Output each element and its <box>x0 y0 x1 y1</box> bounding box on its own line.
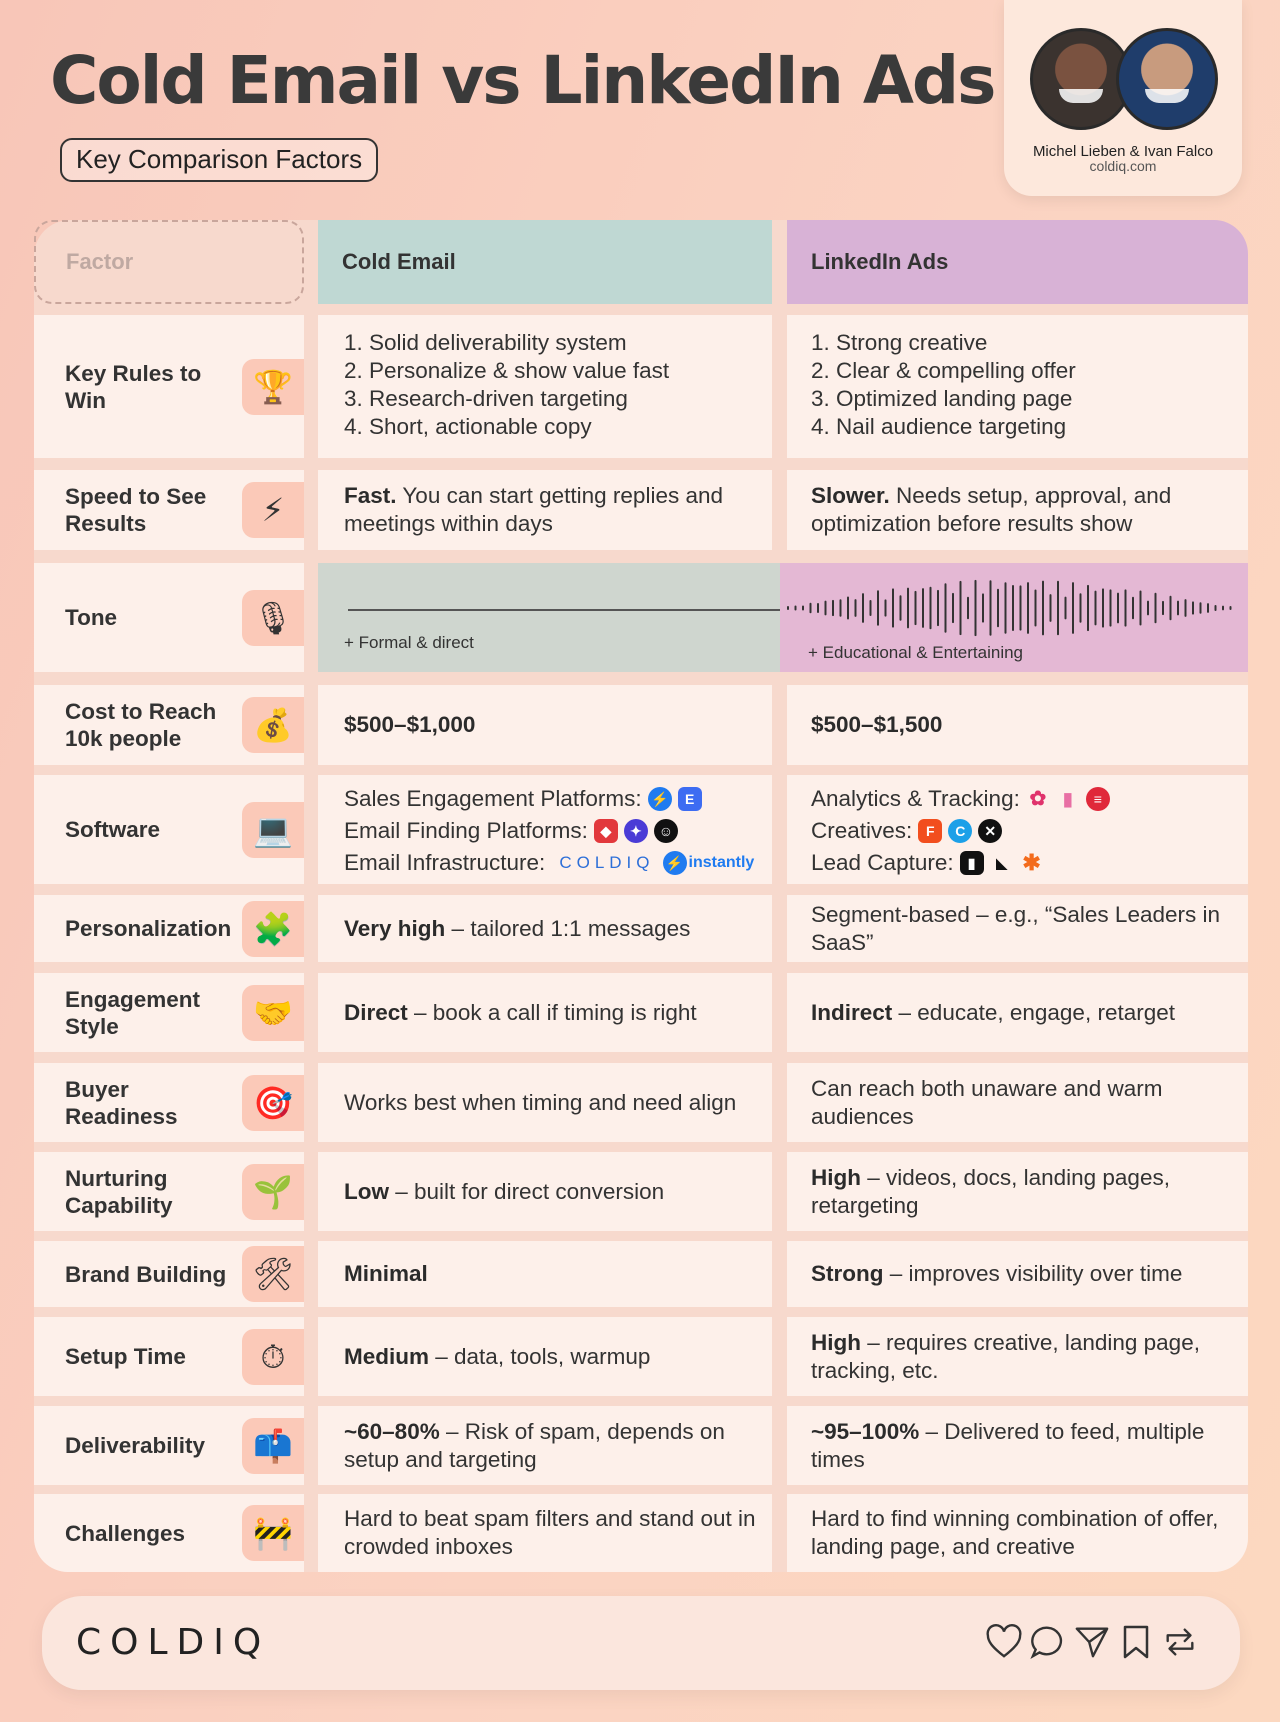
factor-key-rules: Key Rules to Win 🏆 <box>34 315 304 458</box>
cold-challenges: Hard to beat spam filters and stand out in crowded inboxes <box>318 1494 772 1572</box>
construction-icon: 🚧 <box>242 1505 304 1561</box>
bookmark-icon[interactable] <box>1118 1622 1154 1662</box>
li-software: Analytics & Tracking: ✿ ▮ ≡ Creatives: F C ✕ Lead Capture: ▮ ◣ ✱ <box>787 775 1248 884</box>
target-icon: 🎯 <box>242 1075 304 1131</box>
factor-personalization: Personalization 🧩 <box>34 895 304 962</box>
subtitle-badge: Key Comparison Factors <box>60 138 378 182</box>
li-deliverability: ~95–100% – Delivered to feed, multiple times <box>787 1406 1248 1485</box>
list-item: 1. Solid deliverability system <box>344 330 627 355</box>
factor-setup-time: Setup Time ⏱ <box>34 1317 304 1396</box>
cold-buyer-readiness: Works best when timing and need align <box>318 1063 772 1142</box>
li-brand-building: Strong – improves visibility over time <box>787 1241 1248 1307</box>
li-personalization: Segment-based – e.g., “Sales Leaders in SaaS” <box>787 895 1248 962</box>
cold-tone <box>318 563 780 672</box>
list-item: 3. Optimized landing page <box>811 386 1073 411</box>
asterisk-logo-icon: ✱ <box>1022 850 1041 875</box>
handshake-icon: 🤝 <box>242 985 304 1041</box>
factor-buyer-readiness: Buyer Readiness 🎯 <box>34 1063 304 1142</box>
bar-chart-logo-icon: ▮ <box>1062 789 1073 809</box>
cold-software: Sales Engagement Platforms: ⚡ E Email Finding Platforms: ◆ ✦ ☺ Email Infrastructure: COLDIQ ⚡ instantly <box>318 775 772 884</box>
li-nurturing: High – videos, docs, landing pages, retargeting <box>787 1152 1248 1231</box>
lightning-logo-icon: ⚡ <box>648 787 672 811</box>
header-cold-email: Cold Email <box>318 220 772 304</box>
figma-logo-icon: F <box>918 819 942 843</box>
list-item: 1. Strong creative <box>811 330 988 355</box>
factor-deliverability: Deliverability 📫 <box>34 1406 304 1485</box>
flat-line <box>348 609 780 611</box>
money-bag-icon: 💰 <box>242 697 304 753</box>
laptop-icon: 💻 <box>242 802 304 858</box>
puzzle-icon: 🧩 <box>242 901 304 957</box>
li-key-rules <box>787 315 1248 458</box>
avatar <box>1116 28 1218 130</box>
author-card <box>1004 0 1242 196</box>
author-names: Michel Lieben & Ivan Falco <box>1032 143 1214 160</box>
li-buyer-readiness: Can reach both unaware and warm audiences <box>787 1063 1248 1142</box>
microphone-icon: 🎙 <box>242 590 304 646</box>
list-item: 2. Personalize & show value fast <box>344 358 670 383</box>
seedling-icon: 🌱 <box>242 1164 304 1220</box>
page-title: Cold Email vs LinkedIn Ads <box>50 42 995 119</box>
tone-label: + Formal & direct <box>344 633 474 652</box>
heart-icon[interactable] <box>986 1622 1022 1662</box>
cold-cost: $500–$1,000 <box>318 685 772 765</box>
send-icon[interactable] <box>1074 1622 1110 1662</box>
cold-engagement: Direct – book a call if timing is right <box>318 973 772 1052</box>
cold-speed: Fast. You can start getting replies and meetings within days <box>318 470 772 550</box>
cold-nurturing: Low – built for direct conversion <box>318 1152 772 1231</box>
factor-challenges: Challenges 🚧 <box>34 1494 304 1572</box>
repost-icon[interactable] <box>1162 1622 1198 1662</box>
canva-logo-icon: C <box>948 819 972 843</box>
coldiq-logo: COLDIQ <box>559 853 655 872</box>
framer-logo-icon: ◣ <box>996 855 1007 871</box>
factor-engagement: Engagement Style 🤝 <box>34 973 304 1052</box>
stopwatch-icon: ⏱ <box>242 1329 304 1385</box>
footer-bar <box>42 1596 1240 1690</box>
tools-icon: 🛠 <box>242 1246 304 1302</box>
trophy-icon: 🏆 <box>242 359 304 415</box>
factor-nurturing: Nurturing Capability 🌱 <box>34 1152 304 1231</box>
menu-logo-icon: ≡ <box>1086 787 1110 811</box>
cold-key-rules <box>318 315 772 458</box>
factor-software: Software 💻 <box>34 775 304 884</box>
cube-logo-icon: ◆ <box>594 819 618 843</box>
mailbox-icon: 📫 <box>242 1418 304 1474</box>
factor-brand-building: Brand Building 🛠 <box>34 1241 304 1307</box>
factor-cost: Cost to Reach 10k people 💰 <box>34 685 304 765</box>
instantly-logo: instantly <box>688 854 755 871</box>
li-challenges: Hard to find winning combination of offer, landing page, and creative <box>787 1494 1248 1572</box>
factor-speed: Speed to See Results ⚡ <box>34 470 304 550</box>
tone-label: + Educational & Entertaining <box>808 643 1024 662</box>
typeform-logo-icon: ▮ <box>960 851 984 875</box>
li-tone <box>780 563 1248 672</box>
factor-tone: Tone 🎙 <box>34 563 304 672</box>
author-site: coldiq.com <box>1089 158 1157 174</box>
compass-logo-icon: ✦ <box>624 819 648 843</box>
cold-personalization: Very high – tailored 1:1 messages <box>318 895 772 962</box>
list-item: 4. Nail audience targeting <box>811 414 1067 439</box>
badge-logo-icon: ✿ <box>1029 788 1047 810</box>
li-speed: Slower. Needs setup, approval, and optimization before results show <box>787 470 1248 550</box>
li-setup-time: High – requires creative, landing page, tracking, etc. <box>787 1317 1248 1396</box>
waveform <box>780 573 1248 643</box>
smiley-logo-icon: ☺ <box>654 819 678 843</box>
cold-setup-time: Medium – data, tools, warmup <box>318 1317 772 1396</box>
lightning-icon: ⚡ <box>242 482 304 538</box>
cold-deliverability: ~60–80% – Risk of spam, depends on setup and targeting <box>318 1406 772 1485</box>
comment-icon[interactable] <box>1030 1622 1066 1662</box>
header-linkedin-ads: LinkedIn Ads <box>787 220 1248 304</box>
capcut-logo-icon: ✕ <box>978 819 1002 843</box>
li-cost: $500–$1,500 <box>787 685 1248 765</box>
coldiq-logo: COLDIQ <box>76 1622 271 1663</box>
list-item: 3. Research-driven targeting <box>344 386 628 411</box>
instantly-logo-icon: ⚡ <box>663 851 687 875</box>
cold-brand-building: Minimal <box>318 1241 772 1307</box>
list-item: 4. Short, actionable copy <box>344 414 592 439</box>
header-factor: Factor <box>34 220 304 304</box>
list-item: 2. Clear & compelling offer <box>811 358 1076 383</box>
app-logo-icon: E <box>678 787 702 811</box>
li-engagement: Indirect – educate, engage, retarget <box>787 973 1248 1052</box>
